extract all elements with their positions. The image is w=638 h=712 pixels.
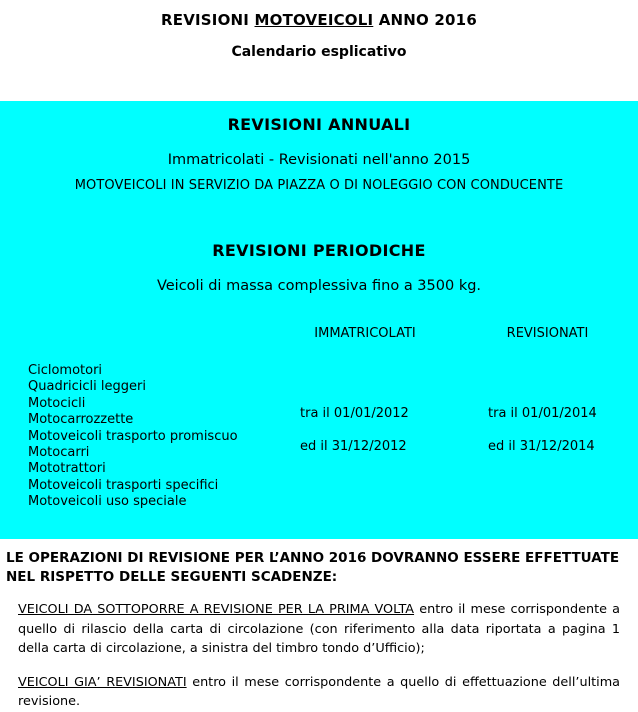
- date-range-end-immatricolati: ed il 31/12/2012: [300, 439, 407, 454]
- heading-revisioni-annuali: REVISIONI ANNUALI: [227, 115, 411, 134]
- dates-column-revisionati: [488, 397, 623, 463]
- list-item: Motoveicoli trasporti specifici: [28, 477, 219, 493]
- list-item: Mototrattori: [28, 461, 106, 477]
- list-item: Motocarri: [28, 445, 90, 461]
- date-range-start-immatricolati: tra il 01/01/2012: [300, 406, 409, 421]
- date-range-end-revisionati: ed il 31/12/2014: [488, 439, 595, 454]
- list-item: Motoveicoli trasporto promiscuo: [28, 428, 238, 444]
- heading-revisioni-periodiche: REVISIONI PERIODICHE: [212, 241, 426, 260]
- list-item: Motoveicoli uso speciale: [28, 494, 187, 510]
- list-item: Quadricicli leggeri: [28, 379, 146, 395]
- text-veicoli-massa-complessiva: Veicoli di massa complessiva fino a 3500 kg.: [156, 278, 482, 294]
- document-page: [0, 11, 638, 711]
- dates-column-immatricolati: [300, 397, 435, 463]
- list-item: Motocicli: [28, 395, 86, 411]
- title-underlined-motoveicoli: MOTOVEICOLI: [254, 11, 374, 29]
- title-part-2: ANNO 2016: [373, 11, 477, 29]
- text-motoveicoli-servizio-piazza: MOTOVEICOLI IN SERVIZIO DA PIAZZA O DI NOLEGGIO CON CONDUCENTE: [74, 178, 564, 193]
- paragraph-gia-revisionati-text: entro il mese corrispondente a quello di effettuazione dell’ultima revisione.: [18, 674, 621, 709]
- title-part-1: REVISIONI: [161, 11, 255, 29]
- vehicle-category-list: [28, 363, 238, 511]
- list-item: Ciclomotori: [28, 363, 103, 378]
- scadenze-heading-line-1: LE OPERAZIONI DI REVISIONE PER L’ANNO 2016 DOVRANNO ESSERE EFFETTUATE: [6, 550, 620, 566]
- date-range-start-revisionati: tra il 01/01/2014: [488, 406, 597, 421]
- paragraph-gia-revisionati-lead: VEICOLI GIA’ REVISIONATI: [18, 674, 187, 690]
- scadenze-heading: [6, 549, 630, 587]
- list-item: Motocarrozzette: [28, 412, 134, 428]
- column-header-revisionati: REVISIONATI: [506, 326, 589, 341]
- paragraph-prima-volta-lead: VEICOLI DA SOTTOPORRE A REVISIONE PER LA PRIMA VOLTA: [18, 602, 415, 617]
- scadenze-heading-line-2: NEL RISPETTO DELLE SEGUENTI SCADENZE:: [6, 569, 338, 585]
- scadenze-section: [0, 539, 638, 712]
- paragraph-prima-volta-text: entro il mese corrispondente a quello di rilascio della carta di circolazione (con riferimento alla data riportata a pagina 1 della carta di circolazione, a sinistra del timbro tondo d’Ufficio);: [18, 602, 620, 656]
- paragraph-prima-volta: [18, 600, 620, 659]
- revisioni-panel: [0, 101, 638, 539]
- paragraph-gia-revisionati: [18, 673, 620, 712]
- page-title: [0, 11, 638, 29]
- page-subtitle: Calendario esplicativo: [231, 44, 407, 60]
- text-immatricolati-revisionati-2015: Immatricolati - Revisionati nell'anno 2015: [167, 152, 471, 168]
- column-header-immatricolati: IMMATRICOLATI: [314, 326, 416, 341]
